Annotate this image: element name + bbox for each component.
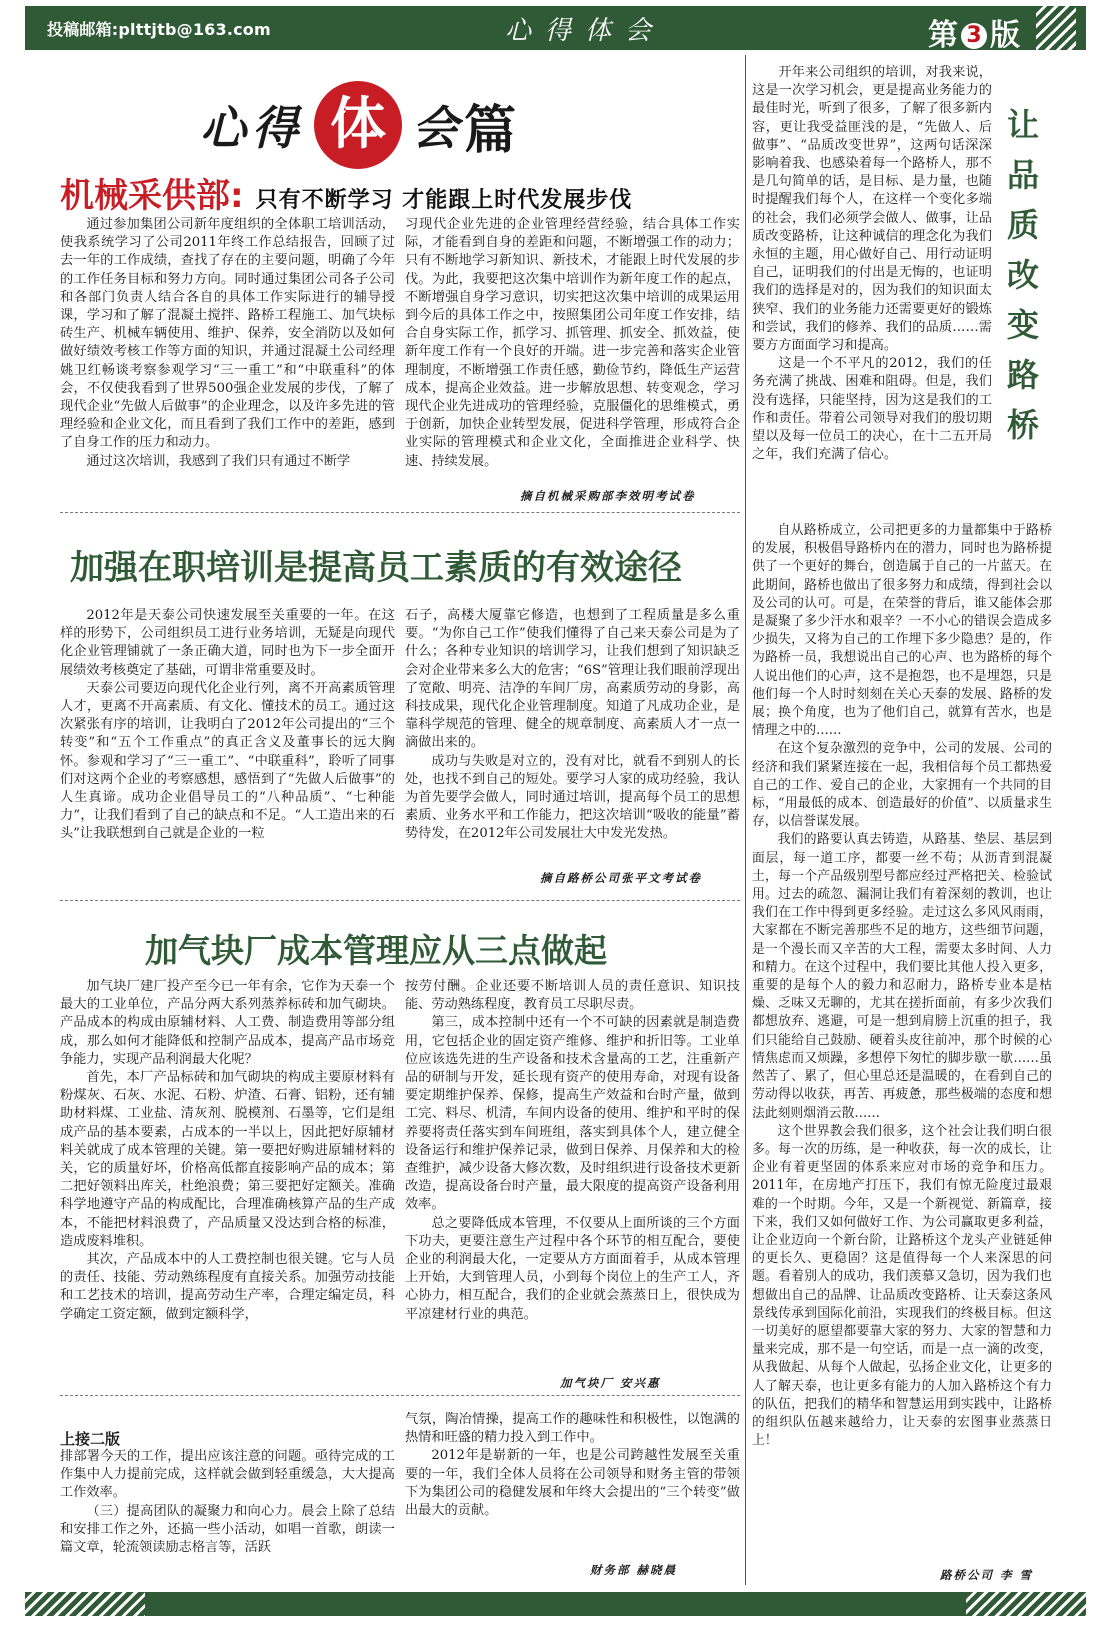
column-divider xyxy=(745,55,746,1585)
article1-headline xyxy=(60,168,632,217)
continued-signature: 财务部 赫晓晨 xyxy=(590,1563,678,1577)
title-char: 质 xyxy=(1006,206,1039,244)
divider xyxy=(60,512,740,513)
title-char: 变 xyxy=(1006,306,1039,344)
paragraph: （三）提高团队的凝聚力和向心力。晨会上除了总结和安排工作之外，还搞一些小活动，如唱一首歌，朗读一篇文章，轮流领读励志格言等，活跃 xyxy=(60,1503,395,1556)
title-char: 让 xyxy=(1006,106,1039,144)
paragraph: 排部署今天的工作，提出应该注意的问题。亟待完成的工作集中人力提前完成，这样就会做到轻重缓急，大大提高工作效率。 xyxy=(60,1449,395,1501)
paragraph: 总之要降低成本管理，不仅要从上面所谈的三个方面下功夫，更要注意生产过程中各个环节的相互配合，要使企业的利润最大化，一定要从方方面面着手，从成本管理上开始，大到管理人员，小到每个岗位上的生产工人，齐心协力，相互配合，我们的企业就会蒸蒸日上，很快成为平凉建材行业的典范。 xyxy=(405,1215,740,1322)
submission-email: 投稿邮箱:plttjtb@163.com xyxy=(47,20,271,39)
column-name: 心得体会 xyxy=(505,16,666,46)
divider xyxy=(60,900,740,901)
continued-col1 xyxy=(60,1448,395,1557)
paragraph: 第三，成本控制中还有一个不可缺的因素就是制造费用，它包括企业的固定资产维修、维护和折旧等。工业单位应该选先进的生产设备和技术含量高的工艺，注重新产品的研制与开发，延长现有资产的使用寿命，对现有设备要定期维护保养、保修，提高生产效益和台时产量，做到工完、料尽、机清，车间内设备的使用、维护和平时的保养要将责任落实到车间班组，落实到具体个人，建立健全设备运行和维护保养记录，做到日保养、月保养和大的检查维护，减少设备大修次数，及时组织进行设备技术更新改造，提高设备台时产量，最大限度的提高资产设备利用效率。 xyxy=(405,1015,740,1213)
sidebar-signature: 路桥公司 李 雪 xyxy=(940,1568,1034,1582)
title-char: 桥 xyxy=(1006,406,1039,444)
heading-char-2: 得 xyxy=(252,101,298,155)
paragraph: 加气块厂建厂投产至今已一年有余，它作为天泰一个最大的工业单位，产品分两大系列蒸养标砖和加气砌块。产品成本的构成由原辅材料、人工费、制造费用等部分组成，那么如何才能降低和控制产品成本，提高产品市场竞争能力，实现产品利润最大化呢？ xyxy=(60,979,395,1067)
paragraph: 我们的路要认真去铸造，从路基、垫层、基层到面层，每一道工序，都要一丝不苟；从沥青到混凝土，每一个产品级别型号都应经过严格把关、检验试用。过去的疏忽、漏洞让我们有着深刻的教训，也让我们在工作中得到更多经验。走过这么多风风雨雨，大家都在不断完善那些不足的地方，这些细节问题，是一个漫长而又辛苦的大工程，需要太多时间、人力和精力。在这个过程中，我们要比其他人投入更多，重要的是每个人的毅力和忍耐力，路桥专业本是枯燥、乏味又无聊的，尤其在搓折面前，有多少次我们都想放弃、逃避，可是一想到肩膀上沉重的担子，我们只能给自己鼓励、硬着头皮往前冲，那个时候的心情焦虑而又烦躁，多想停下匆忙的脚步歇一歇……虽然苦了、累了，但心里总还是温暖的，在看到自己的劳动得以收获，再苦、再疲惫，那些极端的态度和想法此刻则烟消云散…… xyxy=(752,832,1052,1121)
edition-suffix: 版 xyxy=(990,18,1020,53)
paragraph: 天泰公司要迈向现代化企业行列，离不开高素质管理人才，更离不开高素质、有文化、懂技术的员工。通过这次紧张有序的培训，让我明白了2012年公司提出的“三个转变”和“五个工作重点”的真正含义及董事长的远大胸怀。参观和学习了“三一重工”、“中联重科”，聆听了同事们对这两个企业的考察感想，感悟到了“先做人后做事”的人生真谛。成功企业倡导员工的“八种品质”、“七种能力”，让我们看到了自己的缺点和不足。“人工造出来的石头”让我联想到自己就是企业的一粒 xyxy=(60,680,395,842)
continued-label: 上接二版 xyxy=(60,1430,121,1448)
decorative-stripes xyxy=(1036,6,1076,50)
heading-char-1: 心 xyxy=(200,101,246,155)
article3-col2 xyxy=(405,978,740,1324)
continued-col2 xyxy=(405,1411,740,1520)
article2-signature: 摘自路桥公司张平文考试卷 xyxy=(540,871,702,885)
title-char: 路 xyxy=(1006,356,1039,394)
paragraph: 石子，高楼大厦靠它修造，也想到了工程质量是多么重要。“为你自己工作”使我们懂得了自己来天泰公司是为了什么；各种专业知识的培训学习，让我们想到了知识缺乏会对企业带来多么大的危害；“6S”管理让我们眼前浮现出了宽敞、明亮、洁净的车间厂房，高素质劳动的身影，高科技成果，现代化企业管理制度。知道了凡成功企业，是靠科学规范的管理、健全的规章制度、高素质人才一点一滴做出来的。 xyxy=(405,608,740,751)
article2-col1 xyxy=(60,607,395,844)
paragraph: 这个世界教会我们很多，这个社会让我们明白很多。每一次的历练，是一种收获，每一次的成长，让企业有着更坚固的体系来应对市场的竞争和压力。2011年，在房地产打压下，我们有惊无险度过最艰难的一个时期。今年，又是一个新视觉、新篇章，接下来，我们又如何做好工作、为公司赢取更多利益，让企业迈向一个新台阶，让路桥这个龙头产业链延伸的更长久、更稳固？这是值得每一个人来深思的问题。看着别人的成功，我们羡慕又急切，因为我们也想做出自己的品牌、让品质改变路桥、让天泰这条风景线传承到国际化前沿，实现我们的终极目标。但这一切美好的愿望都要靠大家的努力、大家的智慧和力量来完成，那不是一句空话，而是一点一滴的改变，从我做起、从每个人做起，弘扬企业文化，让更多的人了解天泰，也让更多有能力的人加入路桥这个有力的队伍，把我们的精华和智慧运用到实践中，让路桥的组织队伍越来越给力，让天泰的宏图事业蒸蒸日上！ xyxy=(752,1123,1052,1449)
paragraph: 2012年是天泰公司快速发展至关重要的一年。在这样的形势下，公司组织员工进行业务培训，无疑是向现代化企业管理铺就了一条正确大道，同时也为下一步全面开展绩效考核奠定了基础，可谓非常重要及时。 xyxy=(60,608,395,678)
article2-col2 xyxy=(405,607,740,844)
paragraph: 开年来公司组织的培训，对我来说，这是一次学习机会，更是提高业务能力的最佳时光，听到了很多，了解了很多新内容，更让我受益匪浅的是，“先做人、后做事”、“品质改变世界”，这两句话深深影响着我、也感染着每一个路桥人，那不是几句简单的话，是目标、是力量，也随时提醒我们每个人，在这样一个变化多端的社会，我们必须学会做人、做事，让品质改变路桥，让这种诚信的理念化为我们永恒的主题，用心做好自己、用行动证明自己，证明我们的付出是无悔的，也证明我们的选择是对的，因为我们的知识面太狭窄、我们的业务能力还需要更好的锻炼和尝试，我们的修养、我们的品质……需要方方面面学习和提高。 xyxy=(752,65,992,354)
divider xyxy=(60,1395,740,1396)
article1-signature: 摘自机械采购部李效明考试卷 xyxy=(520,489,696,503)
article1-dept: 机械采供部: xyxy=(60,176,244,216)
paragraph: 自从路桥成立，公司把更多的力量都集中于路桥的发展，积极倡导路桥内在的潜力，同时也为路桥提供了一个更好的舞台，创造属于自己的一片蓝天。在此期间，路桥也做出了很多努力和成绩，得到社会以及公司的认可。可是，在荣誉的背后，谁又能体会那是凝聚了多少汗水和艰辛？一不小心的错误会造成多少损失，又将为自己的工作埋下多少隐患？是的，作为路桥一员，我想说出自己的心声、也为路桥的每个人说出他们的心声，这不是抱怨，也不是埋怨，只是他们每一个人时时刻刻在关心天泰的发展、路桥的发展；换个角度，也为了他们自己，就算有苦水，也是情理之中的…… xyxy=(752,523,1052,739)
paragraph: 2012年是崭新的一年，也是公司跨越性发展至关重要的一年，我们全体人员将在公司领导和财务主管的带领下为集团公司的稳健发展和年终大会提出的“三个转变”做出最大的贡献。 xyxy=(405,1448,740,1519)
title-char: 品 xyxy=(1006,156,1039,194)
paragraph: 习现代企业先进的企业管理经营经验，结合具体工作实际，才能看到自身的差距和问题，不断增强工作的动力；只有不断地学习新知识、新技术，才能跟上时代发展的步伐。为此，我要把这次集中培训作为新年度工作的起点，不断增强自身学习意识，切实把这次集中培训的成果运用到今后的具体工作之中，按照集团公司年度工作安排，结合自身实际工作，抓学习、抓管理、抓安全、抓效益，使新年度工作有一个良好的开端。进一步完善和落实企业管理制度，不断增强工作责任感，勤俭节约，降低生产运营成本，提高企业效益。进一步解放思想、转变观念，学习现代企业先进成功的管理经验，克服僵化的思维模式，勇于创新，加快企业转型发展，促进科学管理，形成符合企业实际的管理模式和企业文化，全面推进企业科学、快速、持续发展。 xyxy=(405,217,740,469)
paragraph: 通过这次培训，我感到了我们只有通过不断学 xyxy=(86,453,351,469)
paragraph: 首先，本厂产品标砖和加气砌块的构成主要原材料有粉煤灰、石灰、水泥、石粉、炉渣、石膏、铝粉，还有辅助材料煤、工业盐、清灰剂、脱模剂、石墨等，它们是组成产品的基本要素，占成本的一半以上，因此把好原辅材料关就成了成本管理的关键。第一要把好购进原辅材料的关，它的质量好坏，价格高低都直接影响产品的成本；第二把好领料出库关，杜绝浪费；第三要把好定额关。准确科学地遵守产品的构成配比，合理准确核算产品的生产成本，不能把材料浪费了，产品质量又没达到合格的标准，造成废料堆积。 xyxy=(60,1070,395,1249)
masthead-bar xyxy=(25,6,1086,53)
article3-col1 xyxy=(60,978,395,1324)
sidebar-top-text xyxy=(752,64,992,464)
edition-label xyxy=(928,10,1020,54)
edition-number: 3 xyxy=(961,23,987,49)
heading-char-5: 篇 xyxy=(464,99,517,161)
article3-title: 加气块厂成本管理应从三点做起 xyxy=(145,931,607,970)
sidebar-main-text xyxy=(752,522,1052,1450)
paragraph: 通过参加集团公司新年度组织的全体职工培训活动，使我系统学习了公司2011年终工作总结报告，回顾了过去一年的工作成绩，查找了存在的主要问题，明确了今年的工作任务目标和努力方向。同时通过集团公司各子公司和各部门负责人结合各自的具体工作实际进行的辅导授课，学习和了解了混凝土搅拌、路桥工程施工、加气块标砖生产、机械车辆使用、维护、保养，安全消防以及如何做好绩效考核工作等方面的知识，并通过混凝土公司经理姚卫红畅谈考察参观学习“三一重工”和“中联重科”的体会，不仅使我看到了世界500强企业发展的步伐，了解了现代企业“先做人后做事”的企业理念，以及许多先进的管理经验和企业文化，而且看到了我们工作中的差距，感到了自身工作的压力和动力。 xyxy=(60,217,395,451)
article1-col1 xyxy=(60,216,395,471)
footer-bar xyxy=(25,1592,1086,1616)
heading-circle-char: 体 xyxy=(314,81,402,169)
title-char: 改 xyxy=(1006,256,1039,294)
edition-prefix: 第 xyxy=(928,18,958,53)
paragraph: 其次，产品成本中的人工费控制也很关键。它与人员的责任、技能、劳动熟练程度有直接关系。加强劳动技能和工艺技术的培训，提高劳动生产率，合理定编定员，科学确定工资定额，做到定额科学， xyxy=(60,1252,395,1322)
paragraph: 在这个复杂激烈的竞争中，公司的发展、公司的经济和我们紧紧连接在一起，我相信每个员工都热爱自己的工作、爱自己的企业，大家拥有一个共同的目标，“用最低的成本、创造最好的价值”、以质量求生存，以信誉谋发展。 xyxy=(752,741,1052,830)
paragraph: 按劳付酬。企业还要不断培训人员的责任意识、知识技能、劳动熟练程度，教育员工尽职尽责。 xyxy=(405,979,740,1013)
decorative-stripes xyxy=(25,1592,145,1616)
heading-char-4: 会 xyxy=(412,101,458,155)
article2-title: 加强在职培训是提高员工素质的有效途径 xyxy=(70,548,682,588)
paragraph: 气氛，陶冶情操，提高工作的趣味性和积极性，以饱满的热情和旺盛的精力投入到工作中。 xyxy=(405,1412,740,1446)
paragraph: 成功与失败是对立的，没有对比，就看不到别人的长处，也找不到自己的短处。要学习人家的成功经验，我认为首先要学会做人，同时通过培训，提高每个员工的思想素质、业务水平和工作能力，把这次培训“吸收的能量”蓄势待发，在2012年公司发展壮大中发光发热。 xyxy=(405,753,740,842)
section-heading xyxy=(200,80,516,170)
sidebar-vertical-title xyxy=(1003,100,1043,450)
paragraph: 这是一个不平凡的2012，我们的任务充满了挑战、困难和阻碍。但是，我们没有选择，只能坚持，因为这是我们的工作和责任。带着公司领导对我们的殷切期望以及每一位员工的决心，在十二五开局之年，我们充满了信心。 xyxy=(752,356,992,463)
article3-signature: 加气块厂 安兴惠 xyxy=(560,1376,661,1390)
article1-col2 xyxy=(405,216,740,471)
decorative-stripes xyxy=(966,1592,1086,1616)
article1-title: 只有不断学习 才能跟上时代发展步伐 xyxy=(255,188,633,213)
